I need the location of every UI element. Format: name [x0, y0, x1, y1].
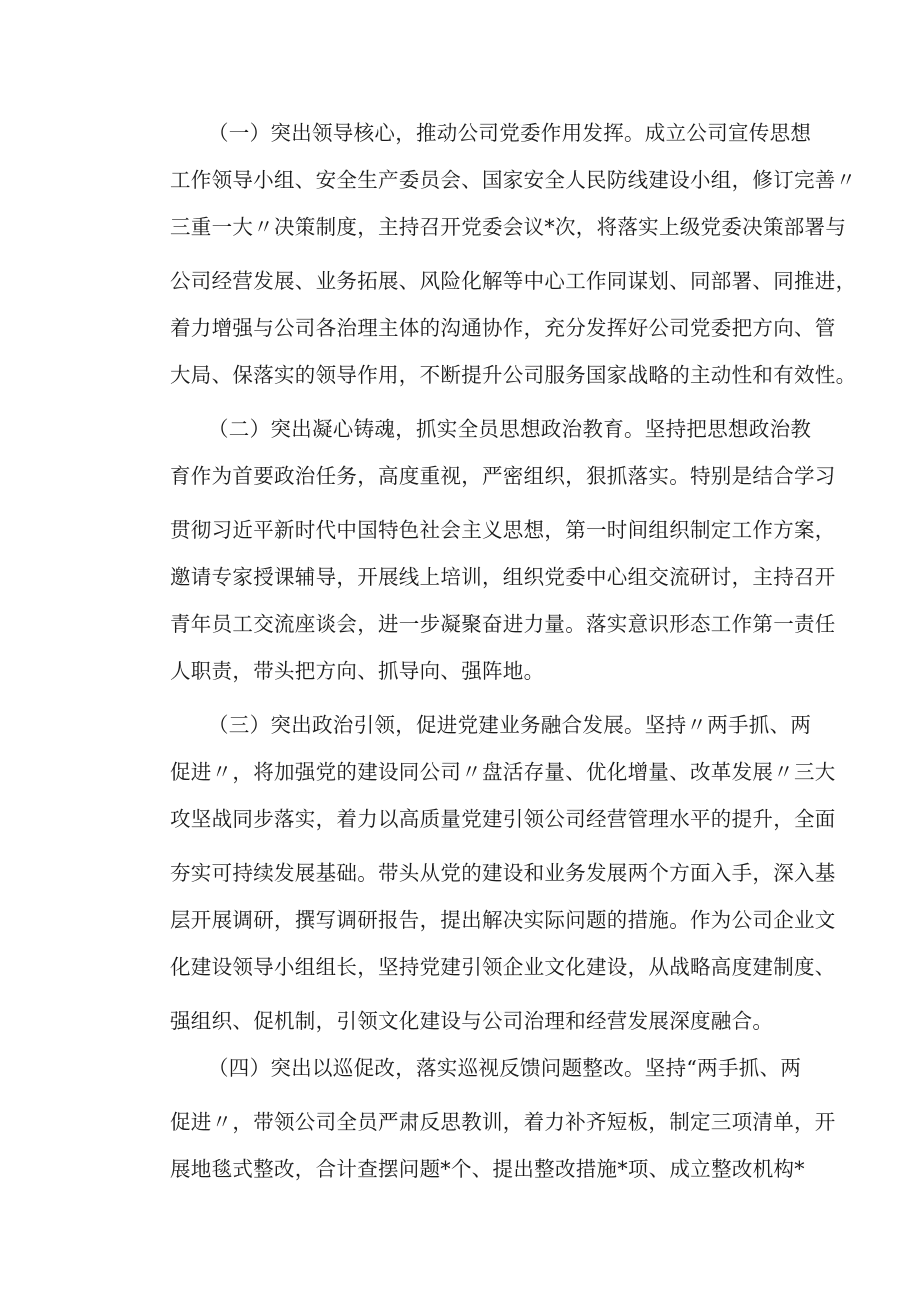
text-line: 工作领导小组、安全生产委员会、国家安全人民防线建设小组，修订完善〃: [170, 168, 857, 192]
text-line: 强组织、促机制，引领文化建设与公司治理和经营发展深度融合。: [170, 1009, 774, 1033]
text-line: 展地毯式整改，合计查摆问题*个、提出整改措施*项、成立整改机构*: [170, 1157, 805, 1181]
text-line: 促进〃，将加强党的建设同公司〃盘活存量、优化增量、改革发展〃三大: [170, 760, 836, 784]
text-line: 人职责，带头把方向、抓导向、强阵地。: [170, 659, 545, 683]
text-line: 夯实可持续发展基础。带头从党的建设和业务发展两个方面入手，深入基: [170, 861, 836, 885]
text-line: 公司经营发展、业务拓展、风险化解等中心工作同谋划、同部署、同推进，: [170, 269, 857, 293]
text-line: 促进〃，带领公司全员严肃反思教训，着力补齐短板，制定三项清单，开: [170, 1110, 836, 1134]
text-line: 育作为首要政治任务，高度重视，严密组织，狠抓落实。特别是结合学习: [170, 464, 836, 488]
text-line: 化建设领导小组组长，坚持党建引领企业文化建设，从战略高度建制度、: [170, 955, 836, 979]
text-line: 贯彻习近平新时代中国特色社会主义思想，第一时间组织制定工作方案，: [170, 518, 836, 542]
text-line: 邀请专家授课辅导，开展线上培训，组织党委中心组交流研讨，主持召开: [170, 565, 836, 589]
text-line: （三）突出政治引领，促进党建业务融合发展。坚持〃两手抓、两: [208, 713, 812, 737]
text-line: 大局、保落实的领导作用，不断提升公司服务国家战略的主动性和有效性。: [170, 363, 857, 387]
text-line: 青年员工交流座谈会，进一步凝聚奋进力量。落实意识形态工作第一责任: [170, 612, 836, 636]
text-line: （二）突出凝心铸魂，抓实全员思想政治教育。坚持把思想政治教: [208, 417, 812, 441]
text-line: （四）突出以巡促改，落实巡视反馈问题整改。坚持“两手抓、两: [208, 1056, 802, 1080]
text-line: 攻坚战同步落实，着力以高质量党建引领公司经营管理水平的提升，全面: [170, 807, 836, 831]
text-line: （一）突出领导核心，推动公司党委作用发挥。成立公司宣传思想: [208, 121, 812, 145]
text-line: 三重一大〃决策制度，主持召开党委会议*次，将落实上级党委决策部署与: [170, 215, 847, 239]
text-line: 着力增强与公司各治理主体的沟通协作，充分发挥好公司党委把方向、管: [170, 316, 836, 340]
text-line: 层开展调研，撰写调研报告，提出解决实际问题的措施。作为公司企业文: [170, 908, 836, 932]
